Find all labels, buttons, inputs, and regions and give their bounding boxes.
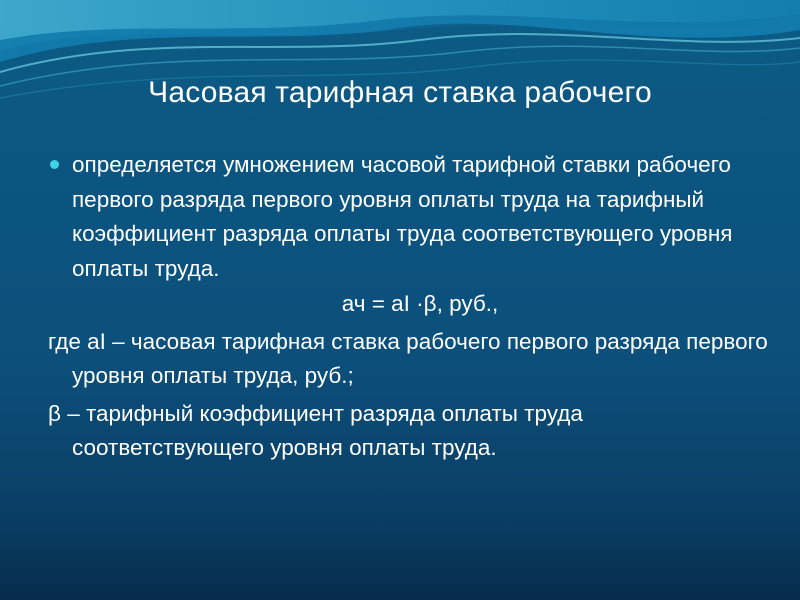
definition-item: β – тарифный коэффициент разряда оплаты труда соответствующего уровня оплаты труда. <box>48 400 583 460</box>
slide-title: Часовая тарифная ставка рабочего <box>148 76 652 109</box>
slide-content <box>48 148 768 466</box>
bullet-dot-icon <box>50 160 59 169</box>
bullet-item <box>48 148 768 286</box>
definition-item: где аI – часовая тарифная ставка рабочего первого разряда первого уровня оплаты труда, руб.; <box>48 328 768 388</box>
bullet-text: определяется умножением часовой тарифной ставки рабочего первого разряда первого уровня оплаты труда на тарифный коэффициент разряда оплаты труда соответствующего уровня оплаты труда. <box>72 152 733 281</box>
formula: ач = аI ·β, руб., <box>341 291 499 316</box>
